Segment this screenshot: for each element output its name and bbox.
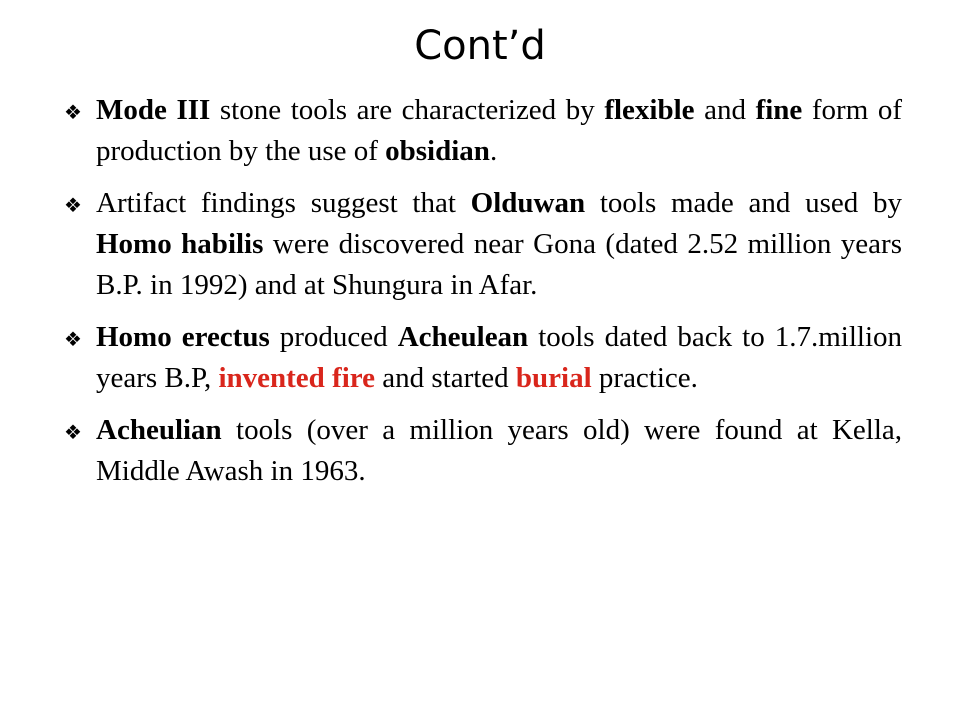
bullet-text: and started <box>374 362 516 394</box>
bullet-text: practice. <box>591 362 698 394</box>
bold-text: fine <box>755 94 803 126</box>
bullet-text: tools made and used by <box>585 187 903 219</box>
bullet-text: tools (over a million years old) were found at Kella, Middle Awash in 1963. <box>96 414 902 487</box>
bullet-text: were discovered near Gona (dated 2.52 million years B.P. in 1992) and at Shungura in Afar. <box>96 228 902 301</box>
bullet-item <box>64 317 902 399</box>
diamond-bullet-icon: ❖ <box>64 420 82 444</box>
bullet-text: Artifact findings suggest that <box>96 187 471 219</box>
bold-text: Acheulean <box>397 321 529 353</box>
bullet-list <box>64 90 902 503</box>
bullet-text: stone tools are characterized by <box>210 94 605 126</box>
bullet-item <box>64 410 902 492</box>
bold-text: Acheulian <box>96 414 222 446</box>
diamond-bullet-icon: ❖ <box>64 193 82 217</box>
slide-title: Cont’d <box>414 23 546 69</box>
highlighted-text: burial <box>515 362 592 394</box>
bullet-text: produced <box>269 321 398 353</box>
bullet-item <box>64 90 902 172</box>
bullet-text: and <box>694 94 756 126</box>
diamond-bullet-icon: ❖ <box>64 100 82 124</box>
bold-text: flexible <box>604 94 695 126</box>
bullet-text: . <box>489 135 498 167</box>
diamond-bullet-icon: ❖ <box>64 327 82 351</box>
bold-text: Homo erectus <box>96 321 270 353</box>
bold-text: obsidian <box>385 135 490 167</box>
bullet-item <box>64 183 902 306</box>
bullet-text: tools dated back to 1.7.million years B.P, <box>96 321 903 394</box>
bullet-text: form of production by the use of <box>96 94 903 167</box>
bold-text: Mode III <box>96 94 211 126</box>
highlighted-text: invented fire <box>218 362 375 394</box>
bold-text: Homo habilis <box>96 228 264 260</box>
bold-text: Olduwan <box>470 187 586 219</box>
